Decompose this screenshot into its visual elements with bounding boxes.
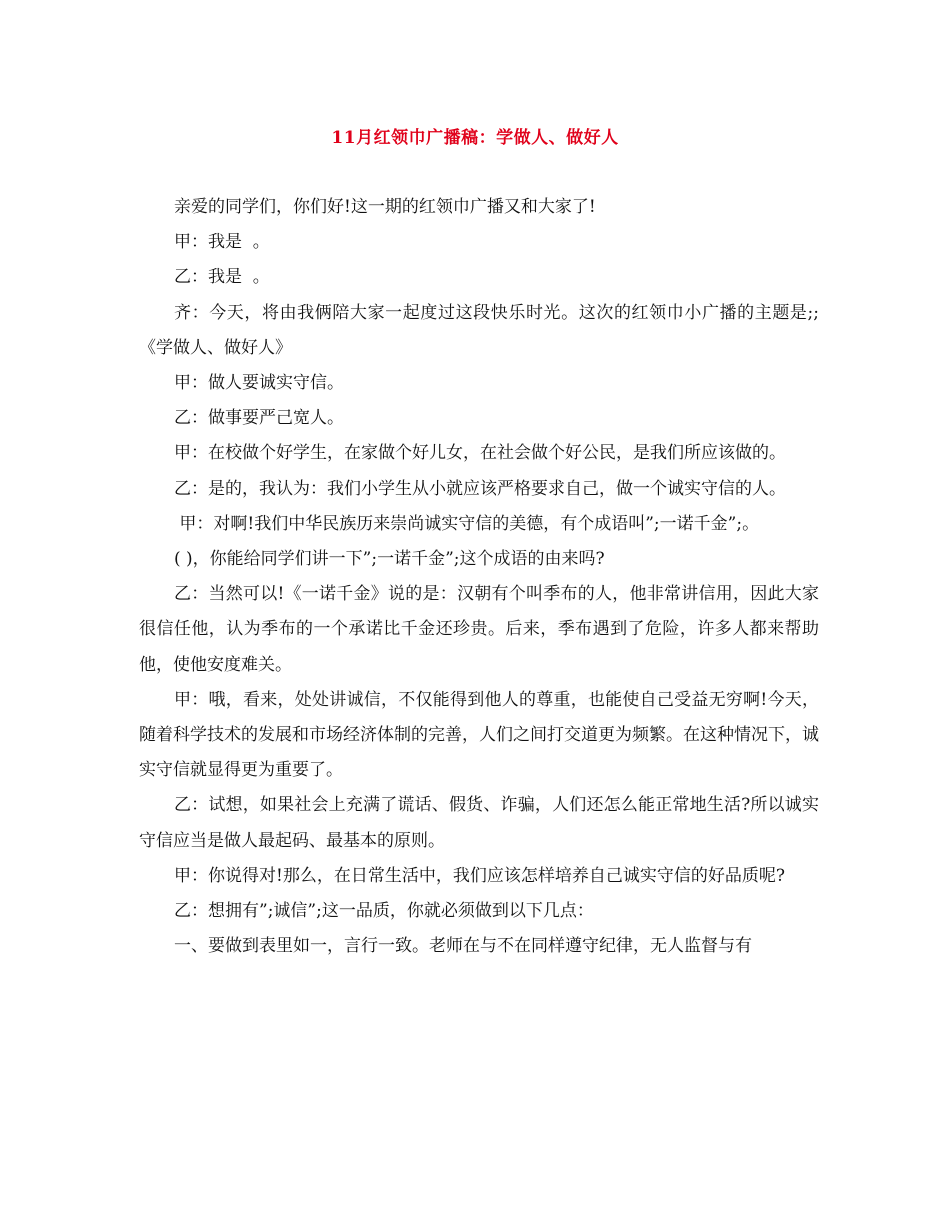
document-body — [139, 190, 819, 964]
paragraph: 一、要做到表里如一，言行一致。老师在与不在同样遵守纪律，无人监督与有 — [174, 936, 752, 957]
paragraph: 甲：对啊!我们中华民族历来崇尚诚实守信的美德，有个成语叫”;一诺千金”;。 — [174, 513, 760, 534]
paragraph: ( )，你能给同学们讲一下”;一诺千金”;这个成语的由来吗? — [174, 549, 605, 570]
paragraph: 乙：是的，我认为：我们小学生从小就应该严格要求自己，做一个诚实守信的人。 — [174, 478, 786, 499]
paragraph: 乙：做事要严己宽人。 — [174, 408, 344, 429]
paragraph: 乙：当然可以!《一诺千金》说的是：汉朝有个叫季布的人，他非常讲信用，因此大家很信任他，认为季布的一个承诺比千金还珍贵。后来，季布遇到了危险，许多人都来帮助他，使他安度难关。 — [139, 584, 819, 675]
paragraph: 甲：做人要诚实守信。 — [174, 373, 344, 394]
paragraph: 乙：想拥有”;诚信”;这一品质，你就必须做到以下几点： — [174, 901, 594, 922]
paragraph: 齐：今天，将由我俩陪大家一起度过这段快乐时光。这次的红领巾小广播的主题是;;《学做人、做好人》 — [139, 302, 819, 358]
paragraph: 甲：在校做个好学生，在家做个好儿女，在社会做个好公民，是我们所应该做的。 — [174, 443, 786, 464]
paragraph: 甲：你说得对!那么，在日常生活中，我们应该怎样培养自己诚实守信的好品质呢? — [174, 865, 785, 886]
paragraph: 亲爱的同学们，你们好!这一期的红领巾广播又和大家了! — [174, 197, 596, 217]
page-title: 11月红领巾广播稿：学做人、做好人 — [331, 128, 619, 148]
paragraph: 甲：我是 。 — [174, 232, 270, 253]
paragraph: 乙：我是 。 — [174, 267, 270, 288]
paragraph: 甲：哦，看来，处处讲诚信，不仅能得到他人的尊重，也能使自己受益无穷啊!今天，随着科学技术的发展和市场经济体制的完善，人们之间打交道更为频繁。在这种情况下，诚实守信就显得更为重要了。 — [139, 689, 819, 781]
paragraph: 乙：试想，如果社会上充满了谎话、假货、诈骗，人们还怎么能正常地生活?所以诚实守信应当是做人最起码、最基本的原则。 — [139, 795, 819, 851]
